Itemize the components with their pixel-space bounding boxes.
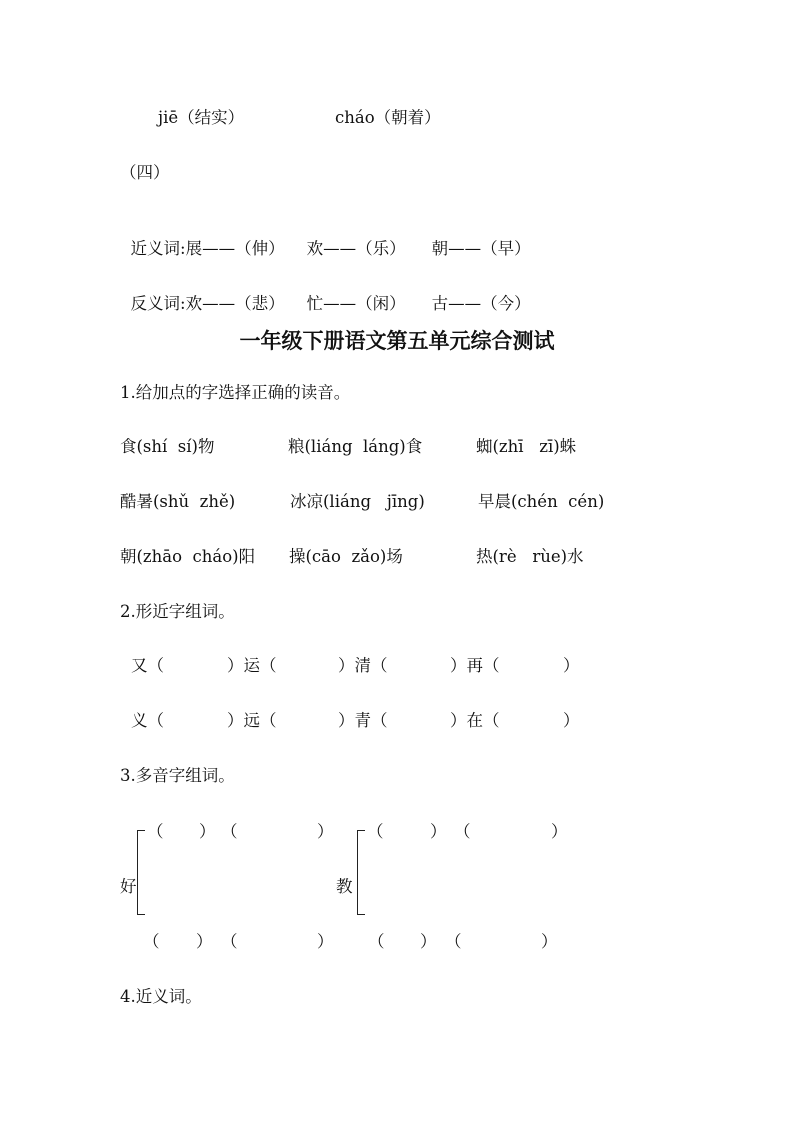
q4-prompt: 4.近义词。 (120, 987, 202, 1006)
q3-paren-close[interactable]: ） (541, 932, 558, 951)
q3-paren-open[interactable]: （ (143, 932, 160, 951)
q1-item: 热(rè rùe)水 (476, 547, 584, 566)
q2-char-blank[interactable]: 又（ (131, 656, 164, 675)
q3-paren-open[interactable]: （ (221, 932, 238, 951)
q3-paren-open[interactable]: （ (454, 822, 471, 841)
q1-item: 朝(zhāo cháo)阳 (120, 547, 256, 566)
q2-char-blank[interactable]: ）清（ (338, 656, 388, 675)
q2-char-blank[interactable]: ）再（ (450, 656, 500, 675)
q1-item: 蜘(zhī zī)蛛 (476, 437, 577, 456)
q3-paren-open[interactable]: （ (367, 822, 384, 841)
page-title: 一年级下册语文第五单元综合测试 (239, 329, 555, 353)
q2-char-blank[interactable]: 义（ (131, 711, 164, 730)
brace-left (137, 830, 146, 915)
q2-blank-end[interactable]: ） (563, 711, 580, 730)
synonym-answer: 展——（伸） (185, 239, 285, 258)
q3-paren-close[interactable]: ） (551, 822, 568, 841)
q1-item: 酷暑(shǔ zhě) (120, 492, 236, 511)
q3-paren-close[interactable]: ） (199, 822, 216, 841)
q2-char-blank[interactable]: ）在（ (450, 711, 500, 730)
q3-paren-close[interactable]: ） (430, 822, 447, 841)
q3-paren-close[interactable]: ） (317, 822, 334, 841)
q3-paren-close[interactable]: ） (317, 932, 334, 951)
q2-prompt: 2.形近字组词。 (120, 602, 235, 621)
antonym-answer: 忙——（闲） (306, 294, 406, 313)
synonym-answers-row (120, 216, 531, 260)
brace-right (357, 830, 366, 915)
antonym-answer: 古——（今） (431, 294, 531, 313)
answer-pinyin-jie: jiē（结实） (158, 108, 245, 127)
polyphone-char-jiao: 教 (336, 877, 353, 896)
q1-prompt: 1.给加点的字选择正确的读音。 (120, 383, 351, 402)
synonym-answer: 欢——（乐） (306, 239, 406, 258)
q3-paren-open[interactable]: （ (221, 822, 238, 841)
q3-paren-open[interactable]: （ (368, 932, 385, 951)
q1-item: 冰凉(liáng jīng) (290, 492, 425, 511)
polyphone-char-hao: 好 (120, 877, 137, 896)
antonym-answer: 欢——（悲） (185, 294, 285, 313)
answer-pinyin-chao: cháo（朝着） (335, 108, 441, 127)
q3-paren-close[interactable]: ） (196, 932, 213, 951)
section-four-label: （四） (120, 163, 170, 182)
q3-prompt: 3.多音字组词。 (120, 766, 235, 785)
q1-item: 粮(liáng láng)食 (288, 437, 423, 456)
q3-paren-open[interactable]: （ (147, 822, 164, 841)
q2-char-blank[interactable]: ）运（ (227, 656, 277, 675)
q1-item: 操(cāo zǎo)场 (289, 547, 403, 566)
q2-char-blank[interactable]: ）远（ (227, 711, 277, 730)
antonym-label: 反义词: (130, 294, 186, 313)
synonym-answer: 朝——（早） (431, 239, 531, 258)
q2-char-blank[interactable]: ）青（ (338, 711, 388, 730)
synonym-label: 近义词: (130, 239, 186, 258)
q3-paren-open[interactable]: （ (445, 932, 462, 951)
q3-paren-close[interactable]: ） (420, 932, 437, 951)
antonym-answers-row (120, 271, 531, 315)
q2-blank-end[interactable]: ） (563, 656, 580, 675)
q1-item: 早晨(chén cén) (478, 492, 605, 511)
q1-item: 食(shí sí)物 (120, 437, 215, 456)
